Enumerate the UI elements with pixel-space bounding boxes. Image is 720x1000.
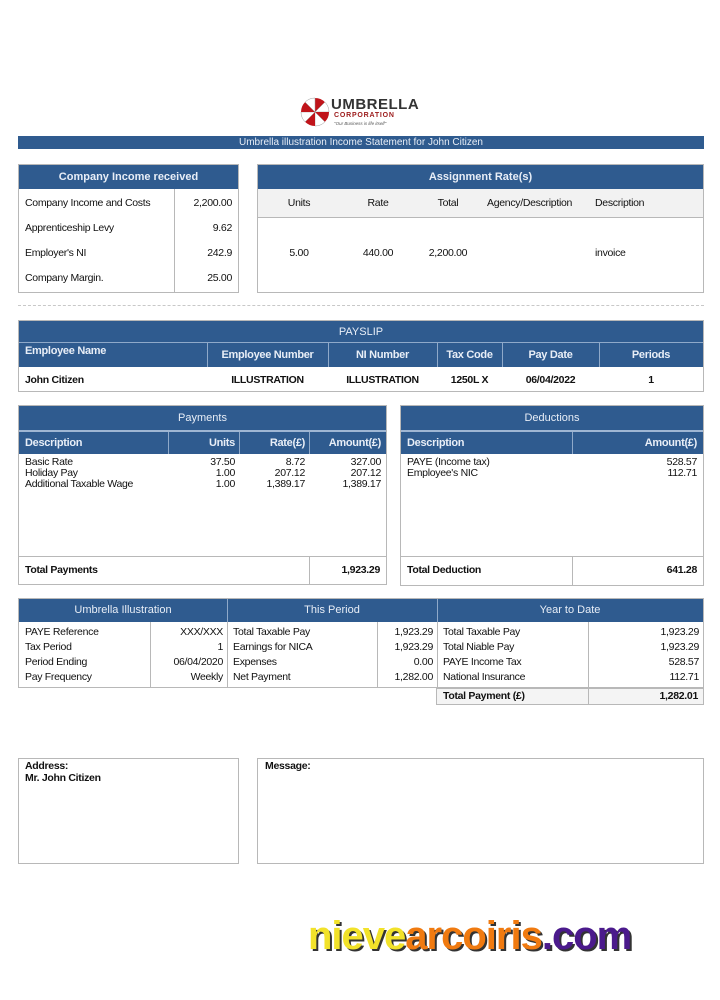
payments-table [18,405,387,585]
income-label-2: Employer's NI [25,247,87,259]
message-box [257,758,704,864]
payment-amount-2: 1,389.17 [342,478,381,490]
income-value-1: 9.62 [212,222,232,234]
watermark-part-2: arcoiris [405,914,542,958]
income-label-0: Company Income and Costs [25,197,151,209]
period-label-1: Earnings for NICA [233,641,313,653]
this-period-header: This Period [304,604,360,616]
company-income-header: Company Income received [19,165,238,189]
total-payments-label: Total Payments [25,564,98,576]
income-value-0: 2,200.00 [193,197,232,209]
payslip-col-ni-number: NI Number [356,349,409,361]
ytd-label-0: Total Taxable Pay [443,626,521,638]
assignment-rate: 440.00 [362,247,394,259]
deductions-col-amount: Amount(£) [644,437,697,449]
payslip-header: PAYSLIP [338,326,384,338]
assignment-col-rate: Rate [367,197,389,209]
payment-amount-0: 327.00 [350,456,381,468]
total-deduction-value: 641.28 [666,564,697,576]
watermark-part-1: nieve [308,914,406,958]
income-label-3: Company Margin. [25,272,104,284]
period-value-1: 1,923.29 [394,641,433,653]
period-label-2: Expenses [233,656,277,668]
payslip-periods: 1 [648,374,654,386]
address-line-1: Mr. John Citizen [25,772,101,784]
payment-desc-0: Basic Rate [25,456,73,468]
payments-col-amount: Amount(£) [328,437,381,449]
assignment-col-agency: Agency/Description [487,197,573,209]
ytd-total-value: 1,282.01 [659,690,698,702]
payslip-ni-number: ILLUSTRATION [346,374,419,386]
umbrella-value-1: 1 [217,641,223,653]
income-value-2: 242.9 [207,247,232,259]
period-value-2: 0.00 [413,656,433,668]
period-label-3: Net Payment [233,671,291,683]
address-box [18,758,239,864]
payment-amount-1: 207.12 [350,467,381,479]
watermark-part-3: .com [541,914,632,958]
umbrella-value-0: XXX/XXX [180,626,223,638]
total-deduction-label: Total Deduction [407,564,482,576]
umbrella-value-3: Weekly [190,671,223,683]
deductions-col-description: Description [407,437,465,449]
year-to-date-header: Year to Date [539,604,601,616]
income-label-1: Apprenticeship Levy [25,222,114,234]
company-logo [300,96,430,132]
umbrella-logo-icon [300,96,330,128]
payment-rate-1: 207.12 [274,467,305,479]
payments-col-units: Units [208,437,235,449]
logo-name: UMBRELLA [331,96,420,113]
assignment-col-total: Total [437,197,459,209]
payslip-col-periods: Periods [631,349,671,361]
ytd-label-2: PAYE Income Tax [443,656,522,668]
logo-tagline: "Our Business is life itself" [334,121,387,126]
umbrella-label-2: Period Ending [25,656,88,668]
section-divider [18,305,704,306]
deduction-desc-0: PAYE (Income tax) [407,456,490,468]
payslip-col-employee-name: Employee Name [25,345,107,357]
payslip-col-employee-number: Employee Number [221,349,314,361]
assignment-total: 2,200.00 [428,247,468,259]
payment-desc-2: Additional Taxable Wage [25,478,134,490]
summary-table [18,598,704,688]
deduction-amount-0: 528.57 [666,456,697,468]
payments-col-description: Description [25,437,83,449]
period-value-0: 1,923.29 [394,626,433,638]
period-value-3: 1,282.00 [394,671,433,683]
income-value-3: 25.00 [207,272,232,284]
message-label: Message: [265,760,311,772]
statement-title-bar: Umbrella illustration Income Statement for John Citizen [18,136,704,149]
umbrella-value-2: 06/04/2020 [173,656,223,668]
payslip-table [18,320,704,392]
payment-units-1: 1.00 [215,467,235,479]
assignment-header: Assignment Rate(s) [258,165,703,189]
ytd-value-2: 528.57 [668,656,699,668]
assignment-units: 5.00 [289,247,309,259]
payslip-col-pay-date: Pay Date [528,349,573,361]
ytd-value-3: 112.71 [669,671,699,683]
payment-desc-1: Holiday Pay [25,467,78,479]
payslip-col-tax-code: Tax Code [446,349,493,361]
logo-sub: CORPORATION [334,112,395,119]
payslip-pay-date: 06/04/2022 [525,374,576,386]
payslip-tax-code: 1250L X [450,374,489,386]
ytd-label-3: National Insurance [443,671,526,683]
address-label: Address: [25,760,69,772]
company-income-table [18,164,239,293]
ytd-label-1: Total Niable Pay [443,641,515,653]
payments-header: Payments [178,412,227,424]
payments-col-rate: Rate(£) [269,437,305,449]
deduction-amount-1: 112.71 [667,467,697,479]
deductions-table [400,405,704,585]
payslip-employee-number: ILLUSTRATION [231,374,304,386]
payment-rate-0: 8.72 [285,456,305,468]
ytd-value-1: 1,923.29 [660,641,699,653]
ytd-value-0: 1,923.29 [660,626,699,638]
ytd-total-row [436,687,704,705]
total-payments-value: 1,923.29 [341,564,380,576]
watermark [308,914,631,959]
umbrella-illustration-header: Umbrella Illustration [74,604,172,616]
umbrella-label-3: Pay Frequency [25,671,92,683]
umbrella-label-1: Tax Period [25,641,72,653]
assignment-col-units: Units [287,197,311,209]
deductions-header: Deductions [524,412,580,424]
assignment-rate-table [257,164,704,293]
umbrella-label-0: PAYE Reference [25,626,99,638]
payment-units-0: 37.50 [210,456,235,468]
assignment-description: invoice [595,247,626,259]
deduction-desc-1: Employee's NIC [407,467,478,479]
payment-units-2: 1.00 [215,478,235,490]
payslip-employee-name: John Citizen [25,374,84,386]
period-label-0: Total Taxable Pay [233,626,311,638]
payment-rate-2: 1,389.17 [266,478,305,490]
assignment-col-description: Description [595,197,645,209]
ytd-total-label: Total Payment (£) [443,690,525,702]
